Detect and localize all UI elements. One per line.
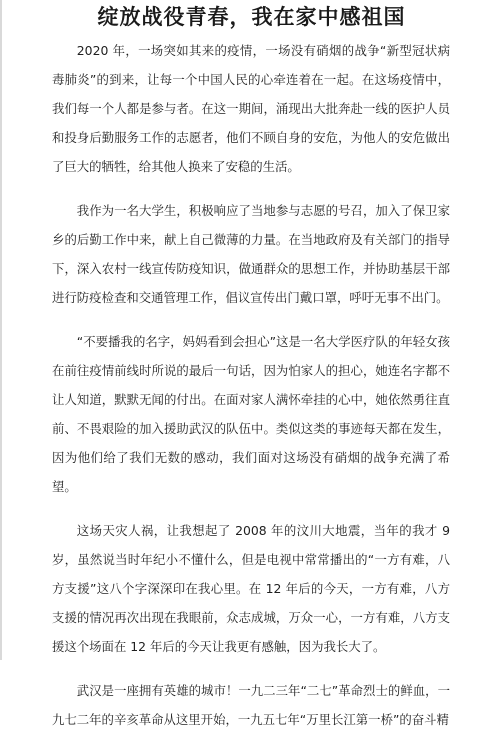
paragraph-3: “不要播我的名字，妈妈看到会担心”这是一名大学医疗队的年轻女孩在前往疫情前线时所说的最后一句话，因为怕家人的担心，她连名字都不让人知道，默默无闻的付出。在面对家人满怀牵挂的心中，她依然勇往直前、不畏艰险的加入援助武汉的队伍中。类似这类的事迹每天都在发生，因为他们给了我们无数的感动，我们面对这场没有硝烟的战争充满了希望。	[52, 334, 450, 494]
document-body	[52, 36, 450, 749]
document-title: 绽放战役青春，我在家中感祖国	[97, 5, 406, 29]
paragraph-4: 这场天灾人祸，让我想起了 2008 年的汶川大地震，当年的我才 9 岁，虽然说当时年纪小不懂什么，但是电视中常常播出的“一方有难，八方支援”这八个字深深印在我心里。在 12 年后的今天，一方有难，八方支援的情况再次出现在我眼前，众志成城，万众一心，一方有难，八方支援这个场面在 12 年后的今天让我更有感触，因为我长大了。	[52, 523, 450, 654]
paragraph-5: 武汉是一座拥有英雄的城市！一九二三年“二七”革命烈士的鲜血，一九七二年的辛亥革命从这里开始，一九五七年“万里长江第一桥”的奋斗精	[52, 683, 450, 727]
paragraph-1: 2020 年，一场突如其来的疫情，一场没有硝烟的战争“新型冠状病毒肺炎”的到来，让每一个中国人民的心牵连着在一起。在这场疫情中，我们每一个人都是参与者。在这一期间，涌现出大批奔赴一线的医护人员和投身后勤服务工作的志愿者，他们不顾自身的安危，为他人的安危做出了巨大的牺牲，给其他人换来了安稳的生活。	[52, 43, 450, 174]
paragraph-2: 我作为一名大学生，积极响应了当地参与志愿的号召，加入了保卫家乡的后勤工作中来，献上自己微薄的力量。在当地政府及有关部门的指导下，深入农村一线宣传防疫知识，做通群众的思想工作，并协助基层干部进行防疫检查和交通管理工作，倡议宣传出门戴口罩，呼吁无事不出门。	[52, 203, 450, 305]
